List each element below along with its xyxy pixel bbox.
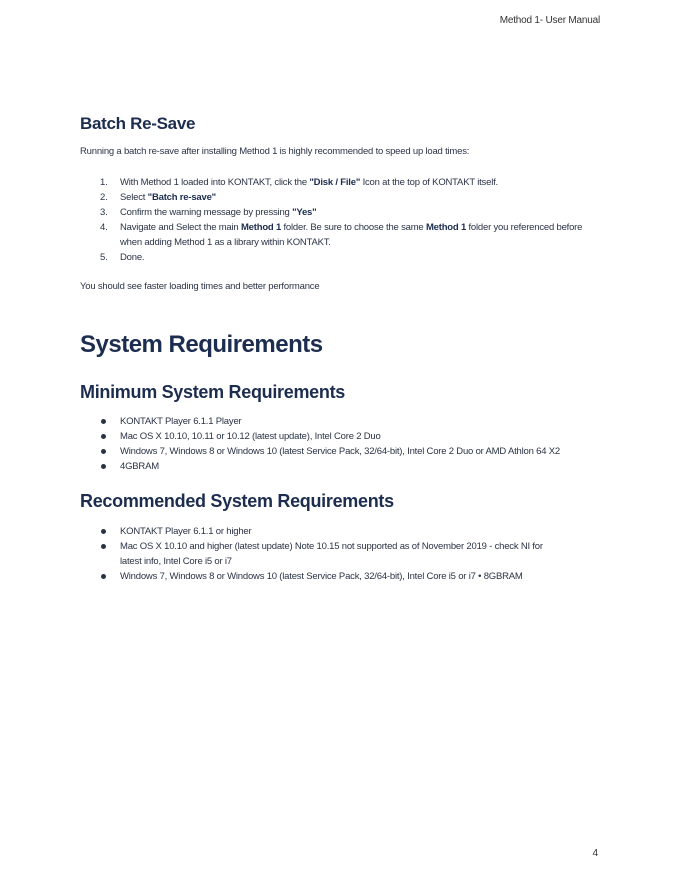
batch-resave-heading: Batch Re-Save [80, 114, 196, 133]
step-number: 1. [100, 177, 108, 188]
list-item [80, 190, 605, 205]
list-item [80, 205, 605, 220]
list-item-text: Mac OS X 10.10, 10.11 or 10.12 (latest update), Intel Core 2 Duo [120, 431, 381, 442]
step-emphasis: "Disk / File" [309, 177, 361, 188]
bullet-icon [101, 529, 106, 534]
bullet-icon [101, 434, 106, 439]
list-item [80, 250, 605, 265]
list-item-text: KONTAKT Player 6.1.1 Player [120, 416, 242, 427]
bullet-icon [101, 574, 106, 579]
step-text: Done. [120, 252, 145, 263]
list-item [80, 459, 605, 474]
batch-outro-text: You should see faster loading times and better performance [80, 281, 320, 292]
list-item [80, 429, 605, 444]
list-item [80, 175, 605, 190]
list-item [80, 444, 605, 459]
list-item-text: Mac OS X 10.10 and higher (latest update) Note 10.15 not supported as of November 2019 - check NI for latest info, Intel Core i5 or i7 [120, 541, 543, 567]
list-item-text: 4GBRAM [120, 461, 159, 472]
step-emphasis: "Batch re-save" [147, 192, 216, 203]
list-item [80, 220, 605, 250]
list-item [80, 569, 620, 584]
step-number: 2. [100, 192, 108, 203]
page-header: Method 1- User Manual [499, 15, 600, 26]
step-emphasis: Method 1 [240, 222, 282, 233]
list-item [80, 539, 550, 569]
step-text: Icon at the top of KONTAKT itself. [360, 177, 498, 188]
step-text: folder. Be sure to choose the same [281, 222, 426, 233]
list-item-text: KONTAKT Player 6.1.1 or higher [120, 526, 252, 537]
step-text: Confirm the warning message by pressing [120, 207, 293, 218]
bullet-icon [101, 419, 106, 424]
step-text: Navigate and Select the main [120, 222, 241, 233]
list-item [80, 414, 605, 429]
step-emphasis: "Yes" [292, 207, 317, 218]
step-text: folder you referenced before when adding Method 1 as a library within KONTAKT. [120, 222, 583, 248]
bullet-icon [101, 544, 106, 549]
bullet-icon [101, 464, 106, 469]
step-emphasis: Method 1 [425, 222, 467, 233]
list-item-text: Windows 7, Windows 8 or Windows 10 (latest Service Pack, 32/64-bit), Intel Core i5 or i7 • 8GBRAM [120, 571, 523, 582]
minimum-requirements-list [80, 414, 605, 474]
list-item-text: Windows 7, Windows 8 or Windows 10 (latest Service Pack, 32/64-bit), Intel Core 2 Duo or AMD Athlon 64 X2 [120, 446, 560, 457]
list-item [80, 524, 550, 539]
step-number: 4. [100, 222, 108, 233]
batch-intro-text: Running a batch re-save after installing Method 1 is highly recommended to speed up load times: [80, 146, 470, 157]
recommended-requirements-heading: Recommended System Requirements [80, 491, 394, 511]
bullet-icon [101, 449, 106, 454]
step-number: 3. [100, 207, 108, 218]
page-number: 4 [592, 848, 598, 859]
system-requirements-heading: System Requirements [80, 331, 323, 358]
batch-steps-list [80, 175, 605, 265]
step-text: Select [120, 192, 148, 203]
step-text: With Method 1 loaded into KONTAKT, click the [120, 177, 310, 188]
recommended-requirements-list [80, 524, 550, 584]
minimum-requirements-heading: Minimum System Requirements [80, 382, 345, 402]
step-number: 5. [100, 252, 108, 263]
